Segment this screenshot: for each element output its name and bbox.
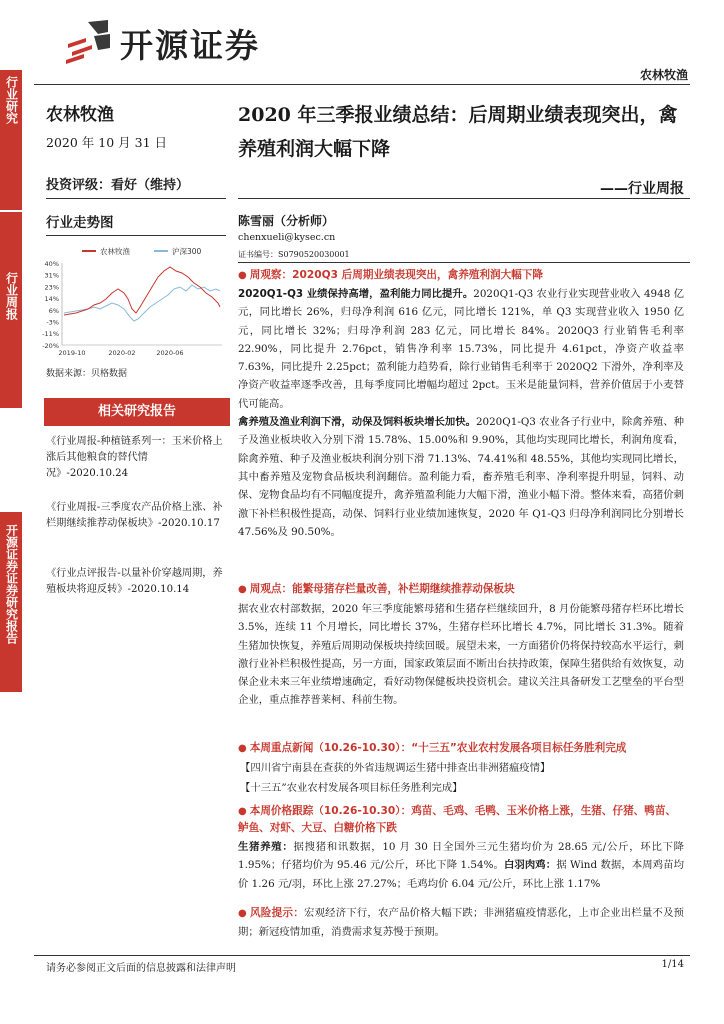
paragraph-text: 2020Q1-Q3 农业各子行业中，除禽养殖、种子及渔业板块收入分别下滑 15.78%、15.00%和 9.90%，其他均实现同比增长，利润角度看，除禽养殖、种子及渔业板块利润分别下滑 71.13%、74.41%和 48.55%，其他均实现同比增长，其中畜养殖及宠物食品板块利润翻倍。盈利能力看，畜养殖毛利率、净利率提升明显，饲料、动保、宠物食品均有不同幅度提升，禽养殖盈利能力大幅下滑，渔业小幅下滑。整体来看，高猪价刺激下补栏积极性提高，动保、饲料行业业绩加速恢复，2020 年 Q1-Q3 归母净利润同比分别增长 47.56%及 90.50%。 [238, 416, 684, 538]
paragraph-lead: 2020Q1-Q3 业绩保持高增，盈利能力同比提升。 [238, 288, 474, 300]
left-divider-2 [46, 235, 226, 236]
analyst-cert: 证书编号：S0790520030001 [238, 250, 350, 259]
paragraph-text: 宏观经济下行，农产品价格大幅下跌；非洲猪瘟疫情恶化，上市企业出栏量不及预期；新冠疫情加重，消费需求复苏慢于预期。 [238, 907, 684, 939]
logo-mark-icon [64, 18, 114, 64]
bullet-icon: ● [238, 743, 247, 754]
section-title-news [238, 740, 690, 755]
y-tick-label: 6% [48, 306, 59, 315]
y-tick-label: -11% [42, 330, 59, 339]
company-name: 开源证券 [120, 26, 260, 65]
related-report-text: 《行业周报-三季度农产品价格上涨、补栏期继续推荐动保板块》-2020.10.17 [46, 502, 223, 529]
related-reports-title: 相关研究报告 [44, 398, 230, 426]
header-sector-tag: 农林牧渔 [639, 68, 688, 82]
y-tick-label: 31% [44, 271, 59, 280]
report-date: 2020 年 10 月 31 日 [46, 135, 167, 150]
x-tick-label: 2020-06 [156, 349, 184, 357]
analyst-name: 陈雪丽（分析师） [238, 214, 335, 228]
y-tick-label: 14% [44, 295, 59, 304]
x-tick-label: 2019-10 [58, 349, 86, 357]
footer-divider [34, 955, 690, 956]
side-strip-middle-label: 行业周报 [4, 272, 19, 320]
trend-chart-title: 行业走势图 [46, 215, 114, 231]
report-title-line1: 2020 年三季报业绩总结：后周期业绩表现突出，禽 [238, 104, 678, 126]
company-logo [64, 18, 114, 64]
side-strip-middle [0, 212, 22, 408]
section-body-weekly-observation [238, 285, 684, 541]
bullet-icon: ● [238, 806, 247, 817]
y-tick-label: -3% [46, 318, 59, 327]
paragraph-lead: 生猪养殖： [238, 841, 294, 853]
related-report-item[interactable] [46, 500, 226, 532]
bullet-icon: ● [238, 270, 247, 281]
section-title-text: 周观点：能繁母猪存栏量改善，补栏期继续推荐动保板块 [249, 583, 515, 595]
section-title-text: 风险提示： [249, 907, 305, 919]
bullet-icon: ● [238, 584, 247, 595]
section-title-price-tracking [238, 803, 684, 837]
bullet-icon: ● [238, 908, 247, 919]
footer-disclaimer: 请务必参阅正文后面的信息披露和法律声明 [46, 963, 236, 974]
report-type: ——行业周报 [600, 181, 684, 197]
paragraph-text: 据 Wind 数据，本周鸡苗均价 1.26 元/羽，环比上涨 27.27%；毛鸡均价 6.04 元/公斤，环比上涨 1.17% [238, 859, 684, 890]
trend-chart [36, 243, 232, 358]
paragraph-text: 据搜猪和讯数据，10 月 30 日全国外三元生猪均价为 28.65 元/公斤，环比下降 1.95%；仔猪均价为 95.46 元/公斤，环比下降 1.54%。 [238, 841, 684, 872]
report-title [238, 98, 684, 166]
side-strip-top-label: 行业研究 [4, 76, 19, 124]
title-divider [238, 198, 690, 199]
related-report-text: 《行业周报-种植链系列一：玉米价格上涨后其他粮食的替代情况》-2020.10.24 [46, 436, 223, 479]
related-report-text: 《行业点评报告-以量补价穿越周期，养殖板块将迎反转》-2020.10.14 [46, 568, 223, 595]
report-title-line2: 养殖利润大幅下降 [238, 138, 391, 160]
header-divider [34, 84, 690, 85]
legend-label-agri: 农林牧渔 [100, 247, 130, 256]
trend-chart-svg [36, 243, 232, 358]
section-title-weekly-observation [238, 267, 690, 282]
legend-label-hs300: 沪深300 [172, 247, 202, 256]
paragraph-lead: 白羽肉鸡： [503, 859, 557, 872]
analyst-divider [238, 262, 690, 263]
related-report-item[interactable] [46, 434, 226, 482]
paragraph-text: 2020Q1-Q3 农业行业实现营业收入 4948 亿元，同比增长 26%，归母净利润 616 亿元，同比增长 121%，单 Q3 实现营业收入 1950 亿元，同比增长 32%；归母净利润 283 亿元，同比增长 84%。2020Q3 行业销售毛利率 22.90%，同比提升 2.76pct，销售净利率 15.73%，同比提升 4.61pct，净资产收益率 7.63%，同比提升 2.25pct；盈利能力趋势看，除行业销售毛利率于 2020Q2 下滑外，净利率及净资产收益率逐季改善，且每季度同比增幅均超过 2pct。玉米是能量饲料，营养价值居于小麦替代可能高。 [238, 288, 684, 410]
left-divider-1 [46, 198, 226, 199]
x-tick-label: 2020-02 [108, 349, 136, 357]
section-body-price-tracking [238, 838, 684, 893]
report-sector: 农林牧渔 [46, 105, 114, 125]
paragraph-text: 据农业农村部数据，2020 年三季度能繁母猪和生猪存栏继续回升，8 月份能繁母猪存栏环比增长 3.5%，连续 11 个月增长，同比增长 37%，生猪存栏环比增长 4.7%，同比增长 31.3%。随着生猪加快恢复，养殖后周期动保板块持续回暖。展望未来，一方面猪价仍将保持较高水平运行，刺激行业补栏积极性提高，另一方面，国家政策层面不断出台扶持政策，保障生猪供给有效恢复，动保企业未来三年业绩增速确定，看好动物保健板块投资机会。建议关注具备研发工艺壁垒的平台型企业，重点推荐普莱柯、科前生物。 [238, 603, 684, 707]
side-strip-bottom-label: 开源证券证券研究报告 [4, 524, 19, 644]
section-title-text: 本周重点新闻（10.26-10.30）：“十三五”农业农村发展各项目标任务胜利完成 [249, 742, 627, 754]
side-strip-bottom [0, 512, 22, 692]
section-title-text: 周观察：2020Q3 后周期业绩表现突出，禽养殖利润大幅下降 [249, 269, 543, 281]
investment-rating: 投资评级：看好（维持） [46, 178, 190, 193]
section-body-weekly-view [238, 600, 684, 710]
y-tick-label: -20% [42, 341, 59, 350]
series-line-agri [64, 267, 220, 315]
related-report-item[interactable] [46, 566, 226, 598]
y-tick-label: 23% [44, 283, 59, 292]
y-tick-label: 40% [44, 260, 59, 268]
side-strip-top [0, 70, 22, 210]
news-item[interactable]: 【四川省宁南县在查获的外省违规调运生猪中排查出非洲猪瘟疫情】 [240, 762, 551, 774]
analyst-email[interactable]: chenxueli@kysec.cn [238, 232, 336, 243]
news-item[interactable]: 【十三五”农业农村发展各项目标任务胜利完成】 [240, 782, 463, 794]
section-title-weekly-view [238, 581, 690, 596]
paragraph-lead: 禽养殖及渔业利润下滑，动保及饲料板块增长加快。 [238, 416, 476, 429]
page-number: 1/14 [661, 959, 684, 970]
chart-source: 数据来源：贝格数据 [46, 369, 128, 379]
section-title-text: 本周价格跟踪（10.26-10.30）：鸡苗、毛鸡、毛鸭、玉米价格上涨，生猪、仔猪、鸭苗、鲈鱼、对虾、大豆、白糖价格下跌 [238, 805, 677, 834]
section-risk-warning [238, 904, 684, 942]
